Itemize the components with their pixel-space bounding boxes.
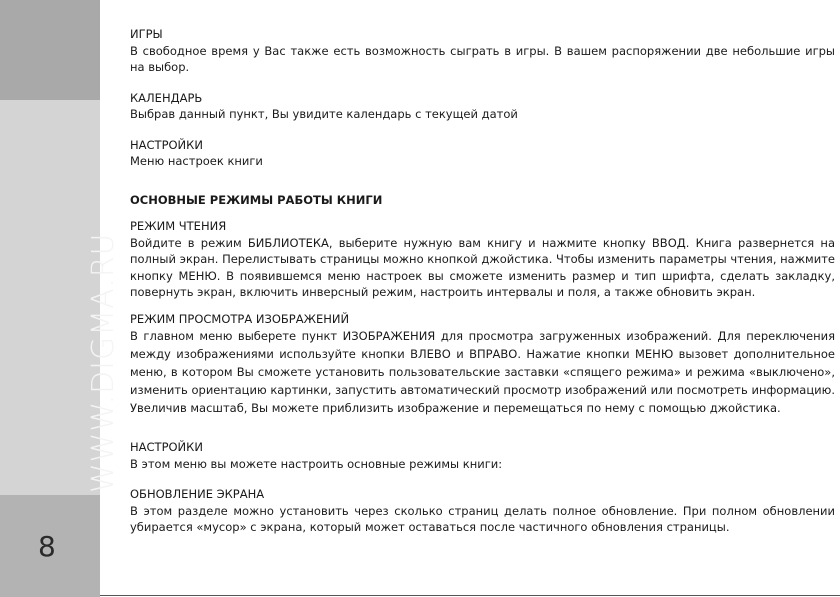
section-title: КАЛЕНДАРЬ [130, 90, 203, 105]
section-calendar [130, 90, 835, 123]
mode-settings [130, 439, 835, 472]
mode-title: РЕЖИМ ПРОСМОТРА ИЗОБРАЖЕНИЙ [130, 311, 350, 326]
mode-title: РЕЖИМ ЧТЕНИЯ [130, 219, 227, 233]
sidebar [0, 0, 121, 597]
section-settings [130, 137, 835, 170]
mode-title: НАСТРОЙКИ [130, 440, 203, 454]
sidebar-top-block [0, 0, 100, 100]
main-heading: ОСНОВНЫЕ РЕЖИМЫ РАБОТЫ КНИГИ [130, 192, 383, 207]
mode-screen-refresh [130, 486, 835, 536]
mode-text: В этом разделе можно установить через сколько страниц делать полное обновление. При полном обновлении убирается «мусор» с экрана, который может оставаться после частичного обновления страницы. [130, 503, 835, 534]
bottom-rule [100, 595, 840, 596]
section-text: В свободное время у Вас также есть возможность сыграть в игры. В вашем распоряжении две небольшие игры на выбор. [130, 43, 835, 74]
section-text: Выбрав данный пункт, Вы увидите календарь с текущей датой [130, 107, 518, 121]
mode-text: Войдите в режим БИБЛИОТЕКА, выберите нужную вам книгу и нажмите кнопку ВВОД. Книга развернется на полный экран. Перелистывать страницы можно кнопкой джойстика. Чтобы изменить параметры чтения, нажмите кнопку МЕНЮ. В появившемся меню настроек вы сможете изменить размер и тип шрифта, сделать закладку, повернуть экран, включить инверсный режим, настроить интервалы и поля, а также обновить экран. [130, 235, 835, 299]
page-number: 8 [38, 530, 56, 563]
mode-reading [130, 218, 835, 301]
mode-images [130, 311, 835, 418]
mode-text: В главном меню выберете пункт ИЗОБРАЖЕНИЯ для просмотра загруженных изображений. Для переключения между изображениями используйте кнопки ВЛЕВО и ВПРАВО. Нажатие кнопки МЕНЮ вызовет дополнительное меню, в котором Вы сможете установить пользовательские заставки «спящего режима» и режима «выключено», изменить ориентацию картинки, запустить автоматический просмотр изображений или посмотреть информацию. Увеличив масштаб, Вы можете приблизить изображение и перемещаться по нему с помощью джойстика. [130, 329, 835, 415]
page-content [130, 26, 835, 550]
section-title: НАСТРОЙКИ [130, 137, 203, 152]
section-games [130, 26, 835, 76]
sidebar-middle-block [0, 100, 100, 495]
section-text: Меню настроек книги [130, 154, 263, 168]
mode-title: ОБНОВЛЕНИЕ ЭКРАНА [130, 487, 265, 501]
website-url: WWW.DIGMA.RU [86, 232, 121, 493]
mode-text: В этом меню вы можете настроить основные режимы книги: [130, 456, 503, 471]
section-title: ИГРЫ [130, 27, 163, 41]
